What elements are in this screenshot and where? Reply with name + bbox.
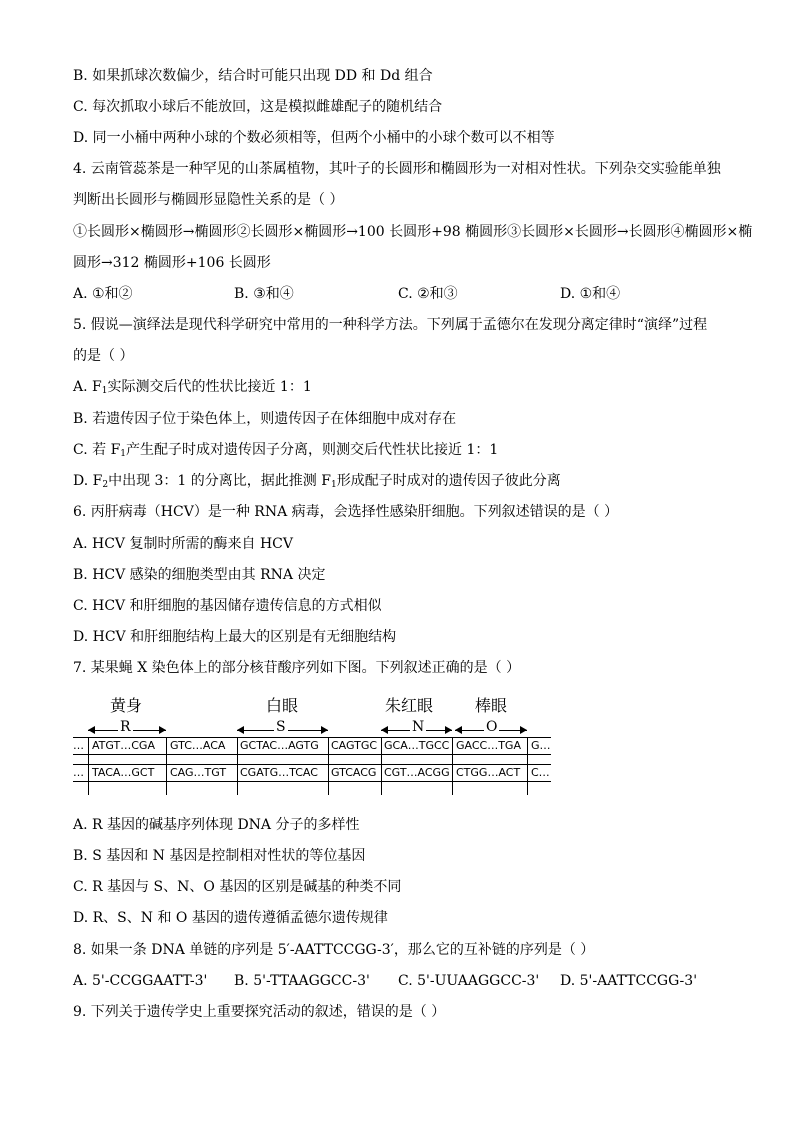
gene-n-arrow-right (445, 726, 452, 734)
q6-stem: 6. 丙肝病毒（HCV）是一种 RNA 病毒，会选择性感染肝细胞。下列叙述错误的是（ ） (73, 504, 619, 520)
gene-n-label: N (412, 719, 425, 735)
boundary-tick (527, 737, 528, 795)
bottom-seq-n: CGT…ACGG (384, 766, 450, 779)
bottom-strand-line-upper (73, 764, 551, 765)
boundary-tick (328, 737, 329, 795)
gene-r-label: R (120, 719, 131, 735)
q5-stem-line2: 的是（ ） (73, 348, 134, 364)
bottom-strand-line-lower (73, 781, 551, 782)
q6-option-c: C. HCV 和肝细胞的基因储存遗传信息的方式相似 (73, 598, 382, 614)
q5-option-d: D. $F_2$中出现 3：1 的分离比，据此推测 $F_1$形成配子时成对的遗传因子彼此分离 (73, 473, 561, 490)
q7-option-a: A. R 基因的碱基序列体现 DNA 分子的多样性 (73, 817, 360, 833)
boundary-tick (166, 737, 167, 795)
top-seq-spacer2: CAGTGC (331, 739, 378, 752)
top-strand-line-lower (73, 754, 551, 755)
top-seq-n: GCA…TGCC (384, 739, 450, 752)
gene-name-white-eye: 白眼 (266, 696, 299, 715)
q8-option-b: B. 5'-TTAAGGCC-3' (234, 973, 370, 989)
q5-option-a: A. $F_1$实际测交后代的性状比接近 1：1 (73, 379, 312, 396)
q7-option-b: B. S 基因和 N 基因是控制相对性状的等位基因 (73, 848, 366, 864)
q3-option-b: B. 如果抓球次数偏少，结合时可能只出现 DD 和 Dd 组合 (73, 68, 433, 84)
gene-o-label: O (486, 719, 498, 735)
bottom-seq-r: TACA…GCT (92, 766, 155, 779)
q6-option-a: A. HCV 复制时所需的酶来自 HCV (73, 536, 293, 552)
top-seq-r: ATGT…CGA (92, 739, 155, 752)
boundary-tick (452, 737, 453, 795)
bottom-seq-s: CGATG…TCAC (240, 766, 318, 779)
q5-option-b: B. 若遗传因子位于染色体上，则遗传因子在体细胞中成对存在 (73, 411, 457, 427)
gene-r-arrow-left (88, 726, 95, 734)
q4-option-b: B. ③和④ (234, 286, 294, 302)
gene-n-arrow-left (381, 726, 388, 734)
q4-option-a: A. ①和② (73, 286, 133, 302)
q4-crosses-line2: 圆形→312 椭圆形+106 长圆形 (73, 255, 271, 271)
top-seq-s: GCTAC…AGTG (240, 739, 319, 752)
q5-stem-line1: 5. 假说—演绎法是现代科学研究中常用的一种科学方法。下列属于孟德尔在发现分离定律时“演绎”过程 (73, 317, 708, 333)
q8-option-d: D. 5'-AATTCCGG-3' (560, 973, 698, 989)
top-seq-o: GACC…TGA (456, 739, 521, 752)
bottom-seq-lead: … (73, 766, 84, 779)
gene-name-bar-eye: 棒眼 (475, 696, 508, 715)
q6-option-d: D. HCV 和肝细胞结构上最大的区别是有无细胞结构 (73, 629, 397, 645)
gene-o-arrow-right (520, 726, 527, 734)
bottom-seq-spacer2: GTCACG (331, 766, 377, 779)
boundary-tick (237, 737, 238, 795)
top-strand-line-upper (73, 737, 551, 738)
q8-option-a: A. 5'-CCGGAATT-3' (73, 973, 208, 989)
q4-option-d: D. ①和④ (560, 286, 621, 302)
q8-stem: 8. 如果一条 DNA 单链的序列是 5′-AATTCCGG-3′，那么它的互补链的序列是（ ） (73, 942, 595, 958)
gene-s-arrow-right (321, 726, 328, 734)
top-seq-tail: G… (531, 739, 551, 752)
gene-r-arrow-right (159, 726, 166, 734)
q7-option-d: D. R、S、N 和 O 基因的遗传遵循孟德尔遗传规律 (73, 910, 388, 926)
gene-name-vermilion-eye: 朱红眼 (385, 696, 434, 715)
bottom-seq-tail: C… (531, 766, 550, 779)
bottom-seq-spacer1: CAG…TGT (170, 766, 227, 779)
gene-s-arrow-left (237, 726, 244, 734)
q4-stem-line2: 判断出长圆形与椭圆形显隐性关系的是（ ） (73, 192, 344, 208)
q7-stem: 7. 某果蝇 X 染色体上的部分核苷酸序列如下图。下列叙述正确的是（ ） (73, 660, 521, 676)
q4-stem-line1: 4. 云南管蕊茶是一种罕见的山茶属植物，其叶子的长圆形和椭圆形为一对相对性状。下列杂交实验能单独 (73, 161, 721, 177)
q6-option-b: B. HCV 感染的细胞类型由其 RNA 决定 (73, 567, 326, 583)
top-seq-lead: … (73, 739, 84, 752)
bottom-seq-o: CTGG…ACT (456, 766, 521, 779)
boundary-tick (88, 737, 89, 795)
gene-s-label: S (276, 719, 286, 735)
q7-option-c: C. R 基因与 S、N、O 基因的区别是碱基的种类不同 (73, 879, 402, 895)
gene-name-yellow-body: 黄身 (110, 696, 143, 715)
q4-crosses-line1: ①长圆形×椭圆形→椭圆形②长圆形×椭圆形→100 长圆形+98 椭圆形③长圆形×长圆形→长圆形④椭圆形×椭 (73, 224, 753, 240)
q3-option-c: C. 每次抓取小球后不能放回，这是模拟雌雄配子的随机结合 (73, 99, 443, 115)
gene-o-arrow-left (455, 726, 462, 734)
q9-stem: 9. 下列关于遗传学史上重要探究活动的叙述，错误的是（ ） (73, 1004, 446, 1020)
dna-sequence-figure (70, 690, 560, 805)
q4-option-c: C. ②和③ (398, 286, 458, 302)
q3-option-d: D. 同一小桶中两种小球的个数必须相等，但两个小桶中的小球个数可以不相等 (73, 130, 555, 146)
top-seq-spacer1: GTC…ACA (170, 739, 226, 752)
q8-option-c: C. 5'-UUAAGGCC-3' (398, 973, 540, 989)
q5-option-c: C. 若 $F_1$产生配子时成对遗传因子分离，则测交后代性状比接近 1：1 (73, 442, 499, 459)
boundary-tick (381, 737, 382, 795)
